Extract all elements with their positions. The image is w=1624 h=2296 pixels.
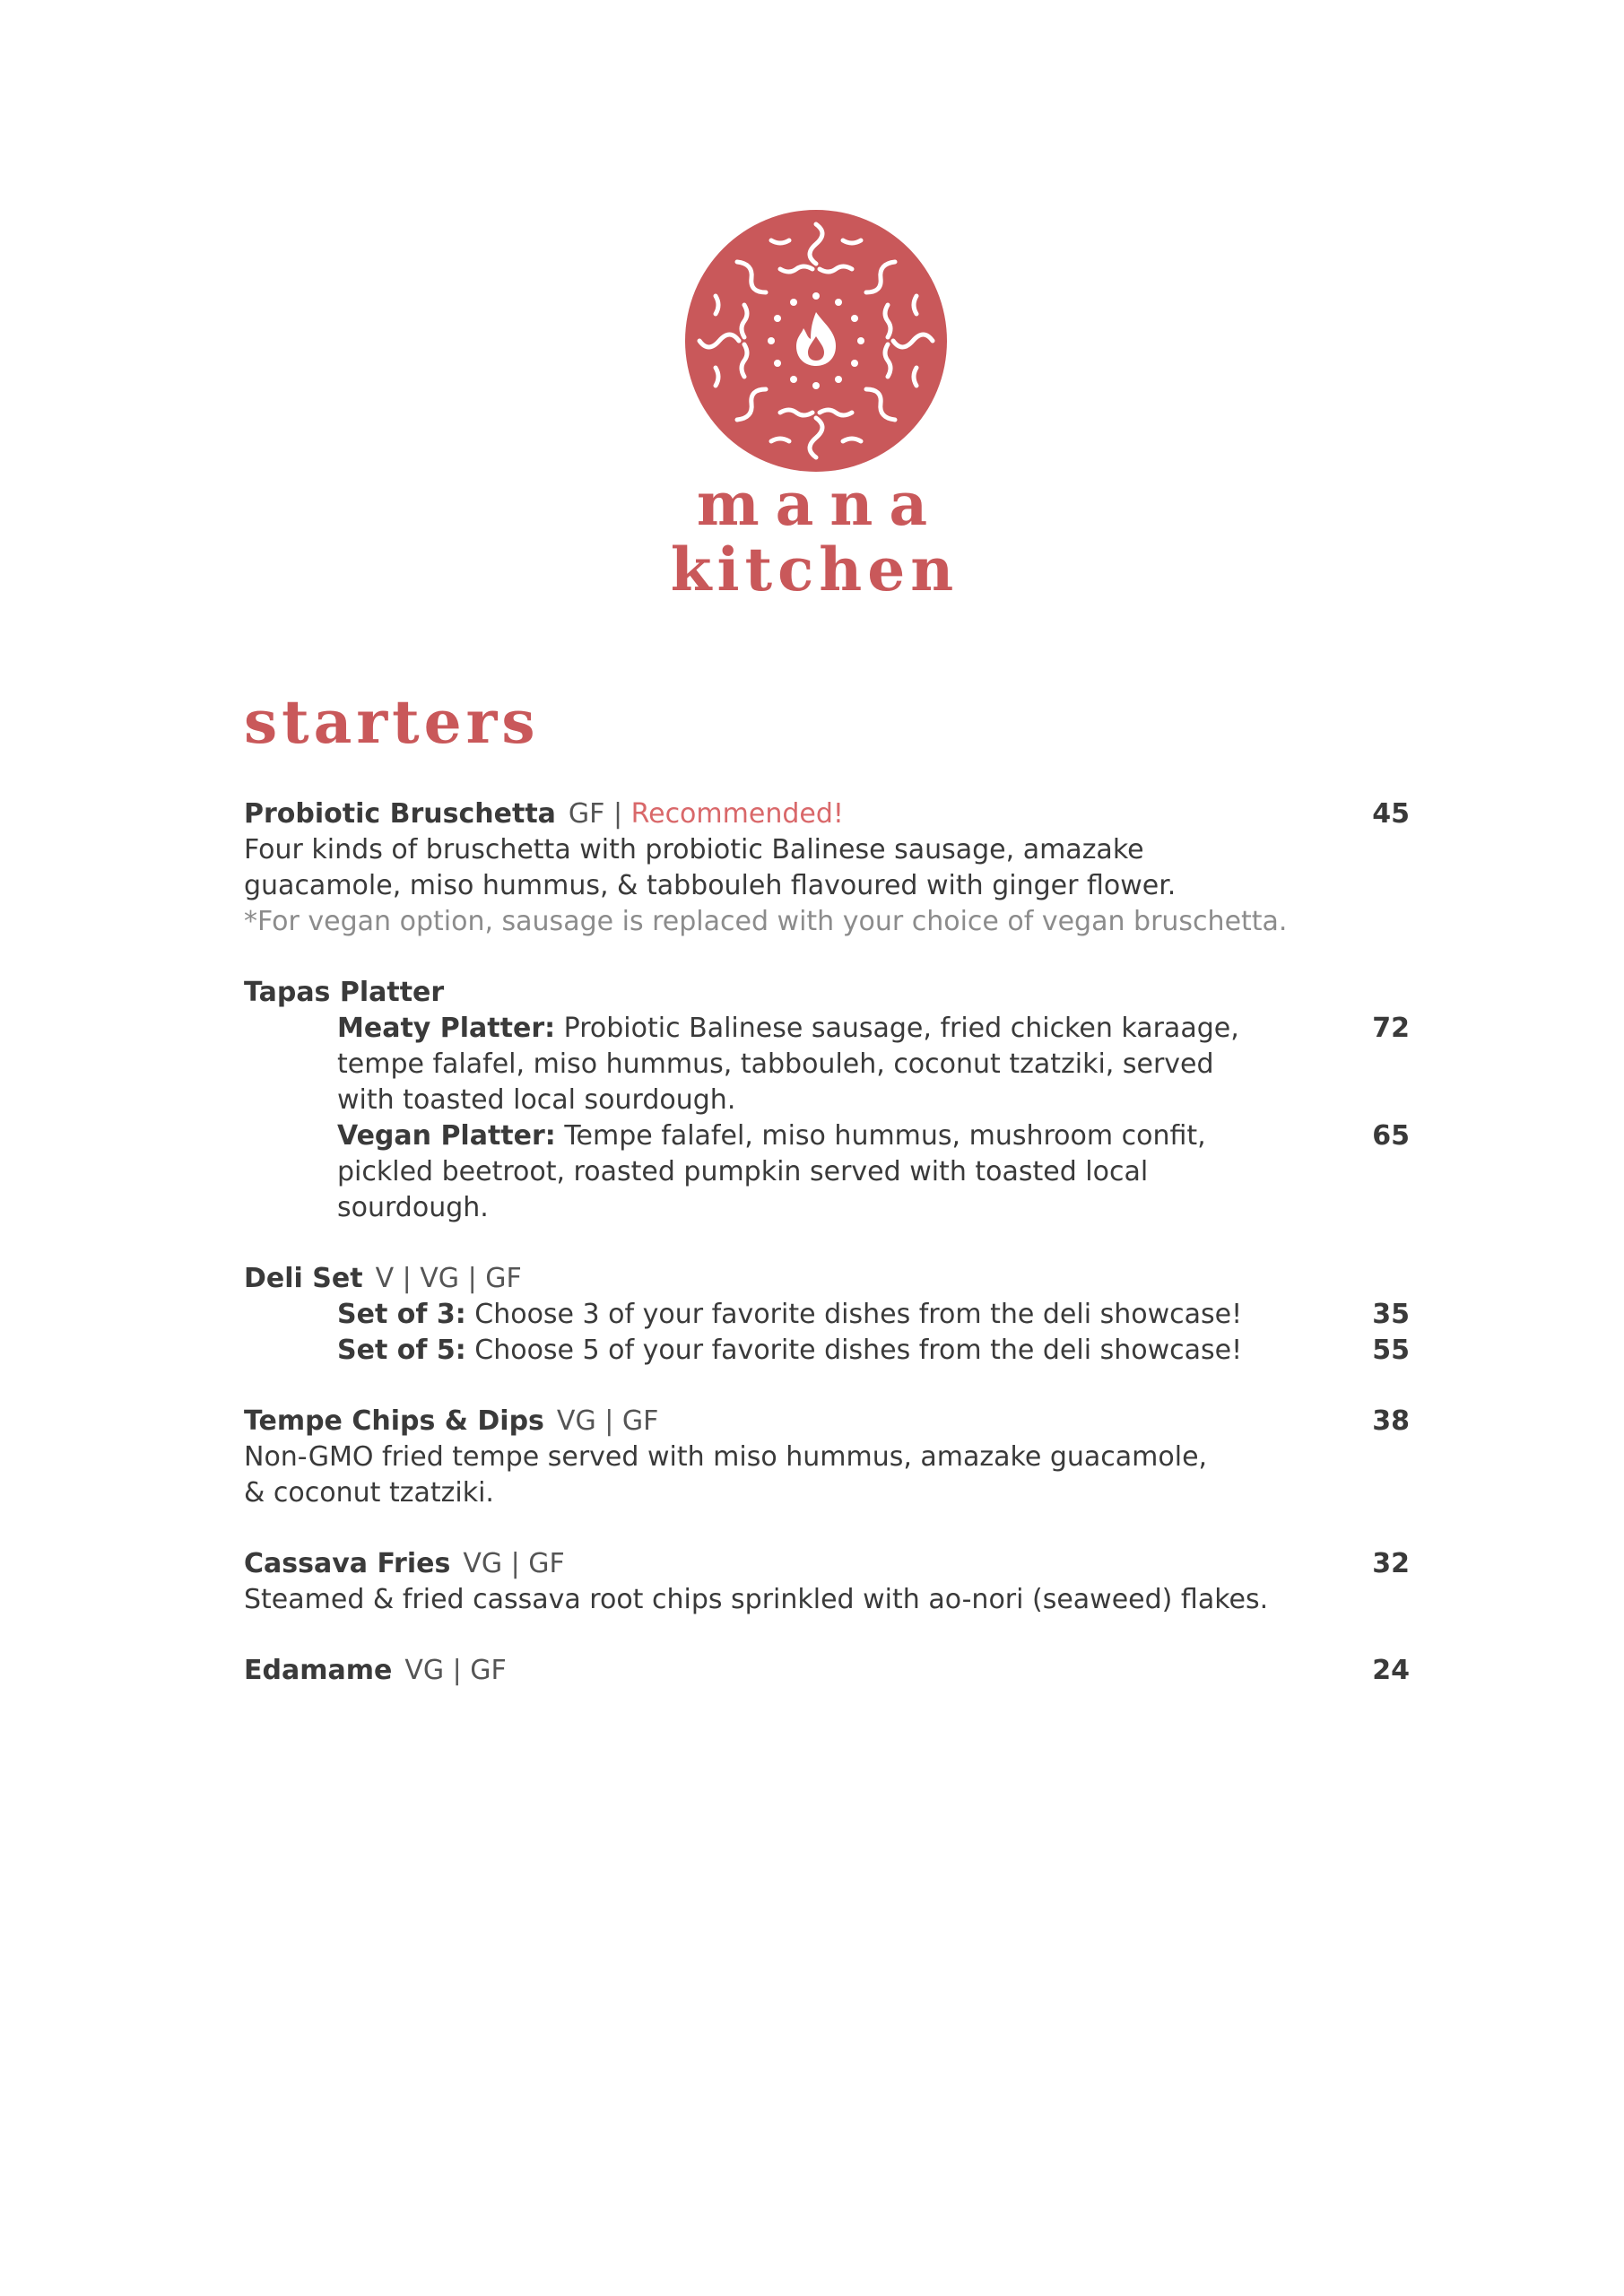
item-tags: GF |	[568, 798, 623, 830]
item-name: Edamame	[244, 1655, 393, 1686]
item-name: Tapas Platter	[244, 977, 445, 1008]
item-price: 32	[1372, 1548, 1410, 1579]
recommended-label: Recommended!	[630, 798, 844, 830]
section-title: starters	[244, 687, 540, 757]
item-price: 55	[1372, 1335, 1410, 1366]
item-name: Probiotic Bruschetta	[244, 798, 556, 830]
sub-item-description: sourdough.	[337, 1192, 489, 1223]
item-description: guacamole, miso hummus, & tabbouleh flavoured with ginger flower.	[244, 870, 1177, 901]
item-tags: VG | GF	[556, 1405, 659, 1437]
item-description: Four kinds of bruschetta with probiotic Balinese sausage, amazake	[244, 834, 1144, 865]
item-name: Tempe Chips & Dips	[244, 1405, 544, 1437]
sub-item-description: pickled beetroot, roasted pumpkin served with toasted local	[337, 1156, 1149, 1187]
sub-item-label: Set of 5:	[337, 1335, 466, 1366]
item-price: 45	[1372, 798, 1410, 830]
sub-item-description: Probiotic Balinese sausage, fried chicken karaage,	[555, 1013, 1239, 1044]
item-price: 24	[1372, 1655, 1410, 1686]
sub-item	[337, 1333, 1410, 1369]
item-tags: V | VG | GF	[375, 1263, 522, 1294]
sub-item-label: Set of 3:	[337, 1299, 466, 1330]
item-price: 38	[1372, 1405, 1410, 1437]
sub-item-description: Choose 5 of your favorite dishes from the deli showcase!	[465, 1335, 1243, 1366]
menu-item-header	[244, 975, 1410, 1011]
mana-kitchen-logo	[682, 206, 951, 475]
item-name: Deli Set	[244, 1263, 363, 1294]
sub-item-description: Tempe falafel, miso hummus, mushroom confit,	[555, 1120, 1206, 1152]
sub-item-description: tempe falafel, miso hummus, tabbouleh, coconut tzatziki, served	[337, 1048, 1214, 1080]
menu-item-header	[244, 1404, 1410, 1439]
sub-item	[337, 1011, 1410, 1047]
item-price: 72	[1372, 1013, 1410, 1044]
brand-name-line-2: kitchen	[670, 535, 960, 604]
item-description: Non-GMO fried tempe served with miso hummus, amazake guacamole,	[244, 1441, 1208, 1473]
sub-item-description: with toasted local sourdough.	[337, 1084, 736, 1116]
sub-item	[337, 1297, 1410, 1333]
sub-item	[337, 1118, 1410, 1154]
item-tags: VG | GF	[404, 1655, 507, 1686]
sub-item-label: Meaty Platter:	[337, 1013, 556, 1044]
sub-item-label: Vegan Platter:	[337, 1120, 556, 1152]
sub-item-description: Choose 3 of your favorite dishes from the deli showcase!	[465, 1299, 1243, 1330]
menu-item-header	[244, 1653, 1410, 1689]
item-price: 65	[1372, 1120, 1410, 1152]
item-name: Cassava Fries	[244, 1548, 451, 1579]
item-description: & coconut tzatziki.	[244, 1477, 494, 1509]
menu-item-header	[244, 796, 1410, 832]
item-price: 35	[1372, 1299, 1410, 1330]
menu-item-header	[244, 1546, 1410, 1582]
brand-name-line-1: mana	[696, 469, 944, 539]
menu-item-header	[244, 1261, 1410, 1297]
item-note: *For vegan option, sausage is replaced with your choice of vegan bruschetta.	[244, 906, 1288, 937]
item-description: Steamed & fried cassava root chips sprinkled with ao-nori (seaweed) flakes.	[244, 1584, 1269, 1615]
item-tags: VG | GF	[463, 1548, 565, 1579]
